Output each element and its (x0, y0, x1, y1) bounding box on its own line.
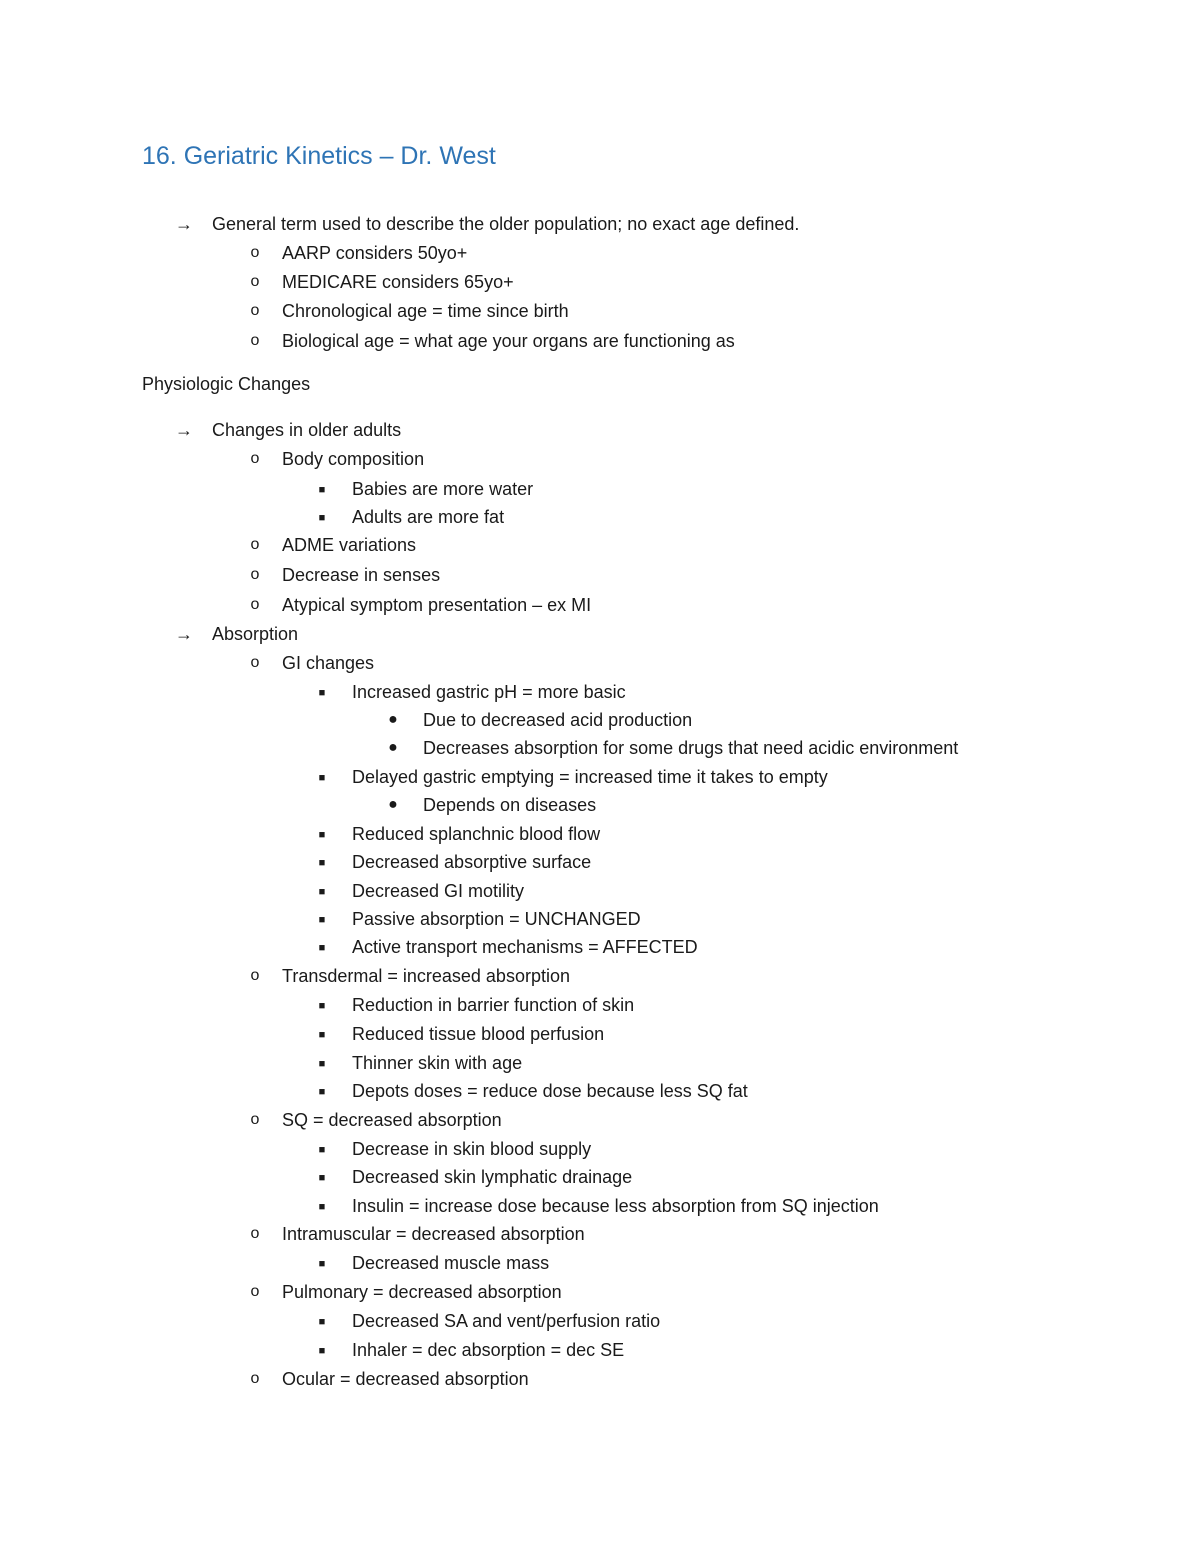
outline-item-text: Insulin = increase dose because less absorption from SQ injection (352, 1196, 879, 1216)
circle-bullet-icon: o (250, 302, 260, 319)
outline-item-text: Adults are more fat (352, 507, 505, 527)
outline-item-text: Chronological age = time since birth (282, 301, 569, 321)
square-bullet-icon: ■ (318, 886, 326, 898)
outline-item-text: AARP considers 50yo+ (282, 243, 468, 263)
outline-item-text: Due to decreased acid production (423, 710, 693, 730)
circle-bullet-icon: o (250, 967, 260, 984)
page-title: 16. Geriatric Kinetics – Dr. West (142, 142, 496, 170)
outline-item-text: Ocular = decreased absorption (282, 1369, 529, 1389)
outline-item-text: Decrease in senses (282, 565, 441, 585)
arrow-bullet-icon: → (175, 624, 193, 644)
outline-item-text: Pulmonary = decreased absorption (282, 1282, 562, 1302)
outline-item-text: GI changes (282, 653, 375, 673)
square-bullet-icon: ■ (318, 1345, 326, 1357)
circle-bullet-icon: o (250, 654, 260, 671)
outline-item-text: Body composition (282, 449, 425, 469)
outline-item-text: Decreased SA and vent/perfusion ratio (352, 1311, 661, 1331)
outline-item-text: General term used to describe the older population; no exact age defined. (212, 214, 800, 234)
dot-bullet-icon: ● (388, 739, 398, 756)
section-heading: Physiologic Changes (142, 374, 311, 394)
outline-item-text: Reduced splanchnic blood flow (352, 824, 601, 844)
outline-item-text: Thinner skin with age (352, 1053, 523, 1073)
outline-item-text: Reduced tissue blood perfusion (352, 1024, 605, 1044)
outline-item-text: Decreased GI motility (352, 881, 525, 901)
arrow-bullet-icon: → (175, 420, 193, 440)
circle-bullet-icon: o (250, 1111, 260, 1128)
square-bullet-icon: ■ (318, 512, 326, 524)
dot-bullet-icon: ● (388, 796, 398, 813)
square-bullet-icon: ■ (318, 1172, 326, 1184)
outline-item-text: Biological age = what age your organs are functioning as (282, 331, 735, 351)
circle-bullet-icon: o (250, 332, 260, 349)
outline-item-text: Depends on diseases (423, 795, 597, 815)
circle-bullet-icon: o (250, 244, 260, 261)
square-bullet-icon: ■ (318, 942, 326, 954)
outline-item-text: MEDICARE considers 65yo+ (282, 272, 514, 292)
outline-item-text: Transdermal = increased absorption (282, 966, 570, 986)
outline-item-text: Decrease in skin blood supply (352, 1139, 592, 1159)
square-bullet-icon: ■ (318, 829, 326, 841)
circle-bullet-icon: o (250, 566, 260, 583)
square-bullet-icon: ■ (318, 1316, 326, 1328)
square-bullet-icon: ■ (318, 1201, 326, 1213)
outline-item-text: Decreased skin lymphatic drainage (352, 1167, 633, 1187)
square-bullet-icon: ■ (318, 772, 326, 784)
circle-bullet-icon: o (250, 450, 260, 467)
circle-bullet-icon: o (250, 1225, 260, 1242)
square-bullet-icon: ■ (318, 914, 326, 926)
outline-item-text: Passive absorption = UNCHANGED (352, 909, 641, 929)
outline-item-text: Decreased absorptive surface (352, 852, 592, 872)
outline-item-text: Increased gastric pH = more basic (352, 682, 626, 702)
square-bullet-icon: ■ (318, 484, 326, 496)
outline-item-text: Atypical symptom presentation – ex MI (282, 595, 592, 615)
circle-bullet-icon: o (250, 1283, 260, 1300)
arrow-bullet-icon: → (175, 214, 193, 234)
square-bullet-icon: ■ (318, 1000, 326, 1012)
outline-item-text: Inhaler = dec absorption = dec SE (352, 1340, 625, 1360)
outline-item-text: Intramuscular = decreased absorption (282, 1224, 585, 1244)
square-bullet-icon: ■ (318, 1258, 326, 1270)
outline-item-text: SQ = decreased absorption (282, 1110, 502, 1130)
square-bullet-icon: ■ (318, 1086, 326, 1098)
square-bullet-icon: ■ (318, 1058, 326, 1070)
circle-bullet-icon: o (250, 273, 260, 290)
circle-bullet-icon: o (250, 596, 260, 613)
square-bullet-icon: ■ (318, 857, 326, 869)
outline-item-text: Decreases absorption for some drugs that need acidic environment (423, 738, 959, 758)
circle-bullet-icon: o (250, 1370, 260, 1387)
outline-item-text: Active transport mechanisms = AFFECTED (352, 937, 698, 957)
dot-bullet-icon: ● (388, 711, 398, 728)
square-bullet-icon: ■ (318, 687, 326, 699)
outline-item-text: Absorption (212, 624, 299, 644)
outline-item-text: Depots doses = reduce dose because less SQ fat (352, 1081, 748, 1101)
outline-item-text: Changes in older adults (212, 420, 402, 440)
outline-item-text: Delayed gastric emptying = increased time it takes to empty (352, 767, 828, 787)
square-bullet-icon: ■ (318, 1144, 326, 1156)
outline-item-text: Babies are more water (352, 479, 534, 499)
outline-item-text: ADME variations (282, 535, 417, 555)
circle-bullet-icon: o (250, 536, 260, 553)
outline-item-text: Decreased muscle mass (352, 1253, 550, 1273)
outline-item-text: Reduction in barrier function of skin (352, 995, 635, 1015)
square-bullet-icon: ■ (318, 1029, 326, 1041)
